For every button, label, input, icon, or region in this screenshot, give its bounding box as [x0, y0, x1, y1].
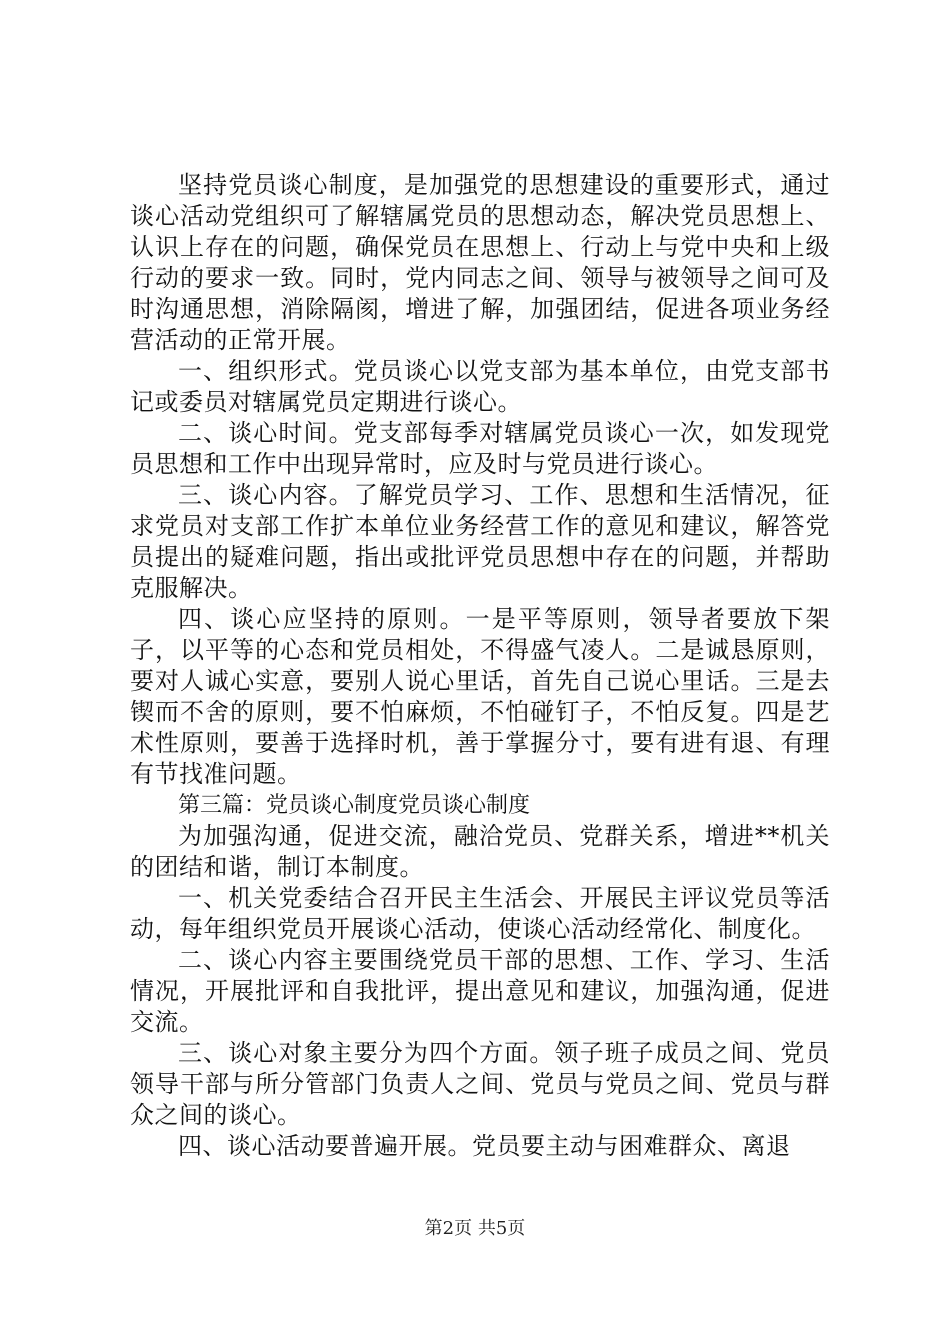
paragraph-section-intro: 为加强沟通，促进交流，融洽党员、党群关系，增进**机关的团结和谐，制订本制度。	[130, 822, 830, 881]
paragraph-section-item-1: 一、机关党委结合召开民主生活会、开展民主评议党员等活动，每年组织党员开展谈心活动，使谈心活动经常化、制度化。	[130, 884, 830, 943]
paragraph-talk-time: 二、谈心时间。党支部每季对辖属党员谈心一次，如发现党员思想和工作中出现异常时，应及时与党员进行谈心。	[130, 419, 830, 478]
paragraph-section-item-4: 四、谈心活动要普遍开展。党员要主动与困难群众、离退	[178, 1132, 791, 1160]
paragraph-talk-principles: 四、谈心应坚持的原则。一是平等原则，领导者要放下架子，以平等的心态和党员相处，不得盛气凌人。二是诚恳原则，要对人诚心实意，要别人说心里话，首先自己说心里话。三是去锲而不舍的原则，要不怕麻烦，不怕碰钉子，不怕反复。四是艺术性原则，要善于选择时机，善于掌握分寸，要有进有退、有理有节找准问题。	[130, 605, 830, 788]
paragraph-intro: 坚持党员谈心制度，是加强党的思想建设的重要形式，通过谈心活动党组织可了解辖属党员的思想动态，解决党员思想上、认识上存在的问题，确保党员在思想上、行动上与党中央和上级行动的要求一致。同时，党内同志之间、领导与被领导之间可及时沟通思想，消除隔阂，增进了解，加强团结，促进各项业务经营活动的正常开展。	[130, 171, 830, 354]
page-footer: 第2页 共5页	[424, 1218, 526, 1239]
paragraph-section-item-2: 二、谈心内容主要围绕党员干部的思想、工作、学习、生活情况，开展批评和自我批评，提出意见和建议，加强沟通，促进交流。	[130, 946, 830, 1036]
document-body	[130, 170, 830, 1162]
paragraph-section-item-3: 三、谈心对象主要分为四个方面。领子班子成员之间、党员领导干部与所分管部门负责人之间、党员与党员之间、党员与群众之间的谈心。	[130, 1039, 830, 1129]
section-heading: 第三篇：党员谈心制度党员谈心制度	[178, 793, 531, 818]
paragraph-organization-form: 一、组织形式。党员谈心以党支部为基本单位，由党支部书记或委员对辖属党员定期进行谈心。	[130, 357, 830, 416]
paragraph-talk-content: 三、谈心内容。了解党员学习、工作、思想和生活情况，征求党员对支部工作扩本单位业务经营工作的意见和建议，解答党员提出的疑难问题，指出或批评党员思想中存在的问题，并帮助克服解决。	[130, 481, 830, 602]
